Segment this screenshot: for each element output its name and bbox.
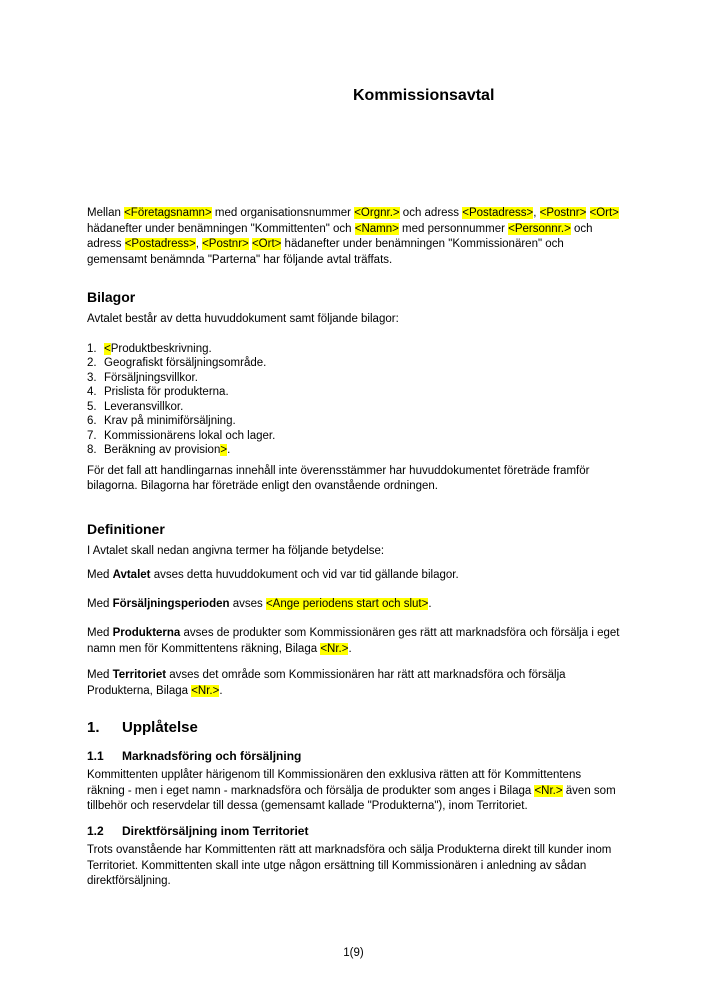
highlight-placeholder: <Ange periodens start och slut> bbox=[265, 598, 429, 610]
document-title: Kommissionsavtal bbox=[353, 87, 495, 104]
highlight-placeholder: <Namn> bbox=[354, 222, 399, 235]
precedence-paragraph: För det fall att handlingarnas innehåll inte överensstämmer har huvuddokumentet företräde framför bilagorna. Bilagorna har företräde enligt den ovanstående ordningen. bbox=[87, 464, 590, 492]
definition-entry-produkterna: Med Produkterna avses de produkter som Kommissionären ges rätt att marknadsföra och försälja i eget namn men för Kommittentens räkning, Bilaga <Nr.>. bbox=[87, 627, 620, 655]
subsection-1-2-body: Trots ovanstående har Kommittenten rätt att marknadsföra och sälja Produkterna direkt till kunder inom Territoriet. Kommittenten skall inte utge någon ersättning till Kommissionären i anledning av sådan direktförsäljning. bbox=[87, 844, 612, 887]
list-item-number: 1. bbox=[87, 342, 97, 355]
section-title: Upplåtelse bbox=[122, 719, 198, 736]
highlight-placeholder: <Postadress> bbox=[462, 207, 534, 219]
definitions-heading: Definitioner bbox=[87, 520, 165, 537]
bilagor-heading: Bilagor bbox=[87, 289, 136, 305]
list-item-number: 7. bbox=[87, 429, 97, 442]
list-item-text: Krav på minimiförsäljning. bbox=[104, 415, 236, 427]
definition-entry-forsaljningsperioden: Med Försäljningsperioden avses <Ange periodens start och slut>. bbox=[87, 598, 432, 610]
list-item-text: <Produktbeskrivning. bbox=[104, 342, 212, 355]
list-item bbox=[87, 342, 620, 357]
subsection-title: Marknadsföring och försäljning bbox=[122, 749, 302, 763]
list-item bbox=[87, 443, 620, 458]
list-item-text: Kommissionärens lokal och lager. bbox=[104, 429, 276, 442]
definition-entry-territoriet: Med Territoriet avses det område som Kommissionären har rätt att marknadsföra och försälja Produkterna, Bilaga <Nr.>. bbox=[87, 669, 566, 697]
section-number: 1. bbox=[87, 719, 100, 736]
definitions-lead: I Avtalet skall nedan angivna termer ha följande betydelse: bbox=[87, 544, 385, 557]
list-item-number: 3. bbox=[87, 371, 97, 384]
subsection-1-1-body: Kommittenten upplåter härigenom till Kommissionären den exklusiva rätten att för Kommittentens räkning - men i eget namn - marknadsföra och försälja de produkter som anges i Bilaga <Nr.> även som tillbehör och reservdelar till dessa (gemensamt kallade "Produkterna"), inom Territoriet. bbox=[87, 769, 616, 812]
list-item-number: 6. bbox=[87, 415, 97, 427]
list-item-number: 4. bbox=[87, 386, 97, 398]
highlight-placeholder: <Nr.> bbox=[320, 642, 349, 655]
highlight-placeholder: <Postnr> bbox=[539, 207, 587, 219]
list-item-number: 2. bbox=[87, 357, 97, 369]
list-item-text: Beräkning av provision>. bbox=[104, 444, 231, 456]
highlight-placeholder: <Företagsnamn> bbox=[124, 207, 212, 219]
highlight-placeholder: < bbox=[104, 342, 111, 355]
page-number-footer: 1(9) bbox=[343, 947, 364, 959]
highlight-placeholder: <Orgnr.> bbox=[354, 207, 400, 219]
bilagor-list bbox=[87, 342, 620, 458]
highlight-placeholder: <Nr.> bbox=[534, 784, 563, 797]
section-1-heading bbox=[87, 718, 620, 737]
subsection-1-2-heading bbox=[87, 823, 620, 839]
list-item-text: Geografiskt försäljningsområde. bbox=[104, 357, 267, 369]
list-item-text: Försäljningsvillkor. bbox=[104, 371, 198, 384]
highlight-placeholder: > bbox=[220, 444, 228, 456]
list-item-number: 5. bbox=[87, 400, 97, 413]
subsection-1-1-heading bbox=[87, 748, 620, 764]
list-item-text: Leveransvillkor. bbox=[104, 400, 184, 413]
highlight-placeholder: <Ort> bbox=[589, 207, 619, 219]
list-item bbox=[87, 414, 620, 429]
subsection-number: 1.1 bbox=[87, 749, 104, 763]
highlight-placeholder: <Nr.> bbox=[191, 684, 220, 697]
list-item bbox=[87, 356, 620, 371]
highlight-placeholder: <Ort> bbox=[251, 238, 282, 250]
list-item bbox=[87, 400, 620, 415]
list-item bbox=[87, 385, 620, 400]
subsection-title: Direktförsäljning inom Territoriet bbox=[122, 824, 309, 838]
definition-entry-avtalet: Med Avtalet avses detta huvuddokument och vid var tid gällande bilagor. bbox=[87, 569, 459, 581]
highlight-placeholder: <Postnr> bbox=[202, 238, 249, 250]
intro-paragraph: Mellan <Företagsnamn> med organisationsnummer <Orgnr.> och adress <Postadress>, <Postnr> <Ort> hädanefter under benämningen "Kommittenten" och <Namn> med personnummer <Personnr.> och adress <Postadress>, <Postnr> <Ort> hädanefter under benämningen "Kommissionären" och gemensamt benämnda "Parterna" har följande avtal träffats. bbox=[87, 207, 619, 266]
highlight-placeholder: <Postadress> bbox=[124, 238, 196, 250]
subsection-number: 1.2 bbox=[87, 824, 104, 838]
list-item bbox=[87, 429, 620, 444]
bilagor-lead: Avtalet består av detta huvuddokument samt följande bilagor: bbox=[87, 313, 399, 325]
list-item bbox=[87, 371, 620, 386]
highlight-placeholder: <Personnr.> bbox=[508, 222, 571, 235]
list-item-number: 8. bbox=[87, 444, 97, 456]
list-item-text: Prislista för produkterna. bbox=[104, 386, 229, 398]
